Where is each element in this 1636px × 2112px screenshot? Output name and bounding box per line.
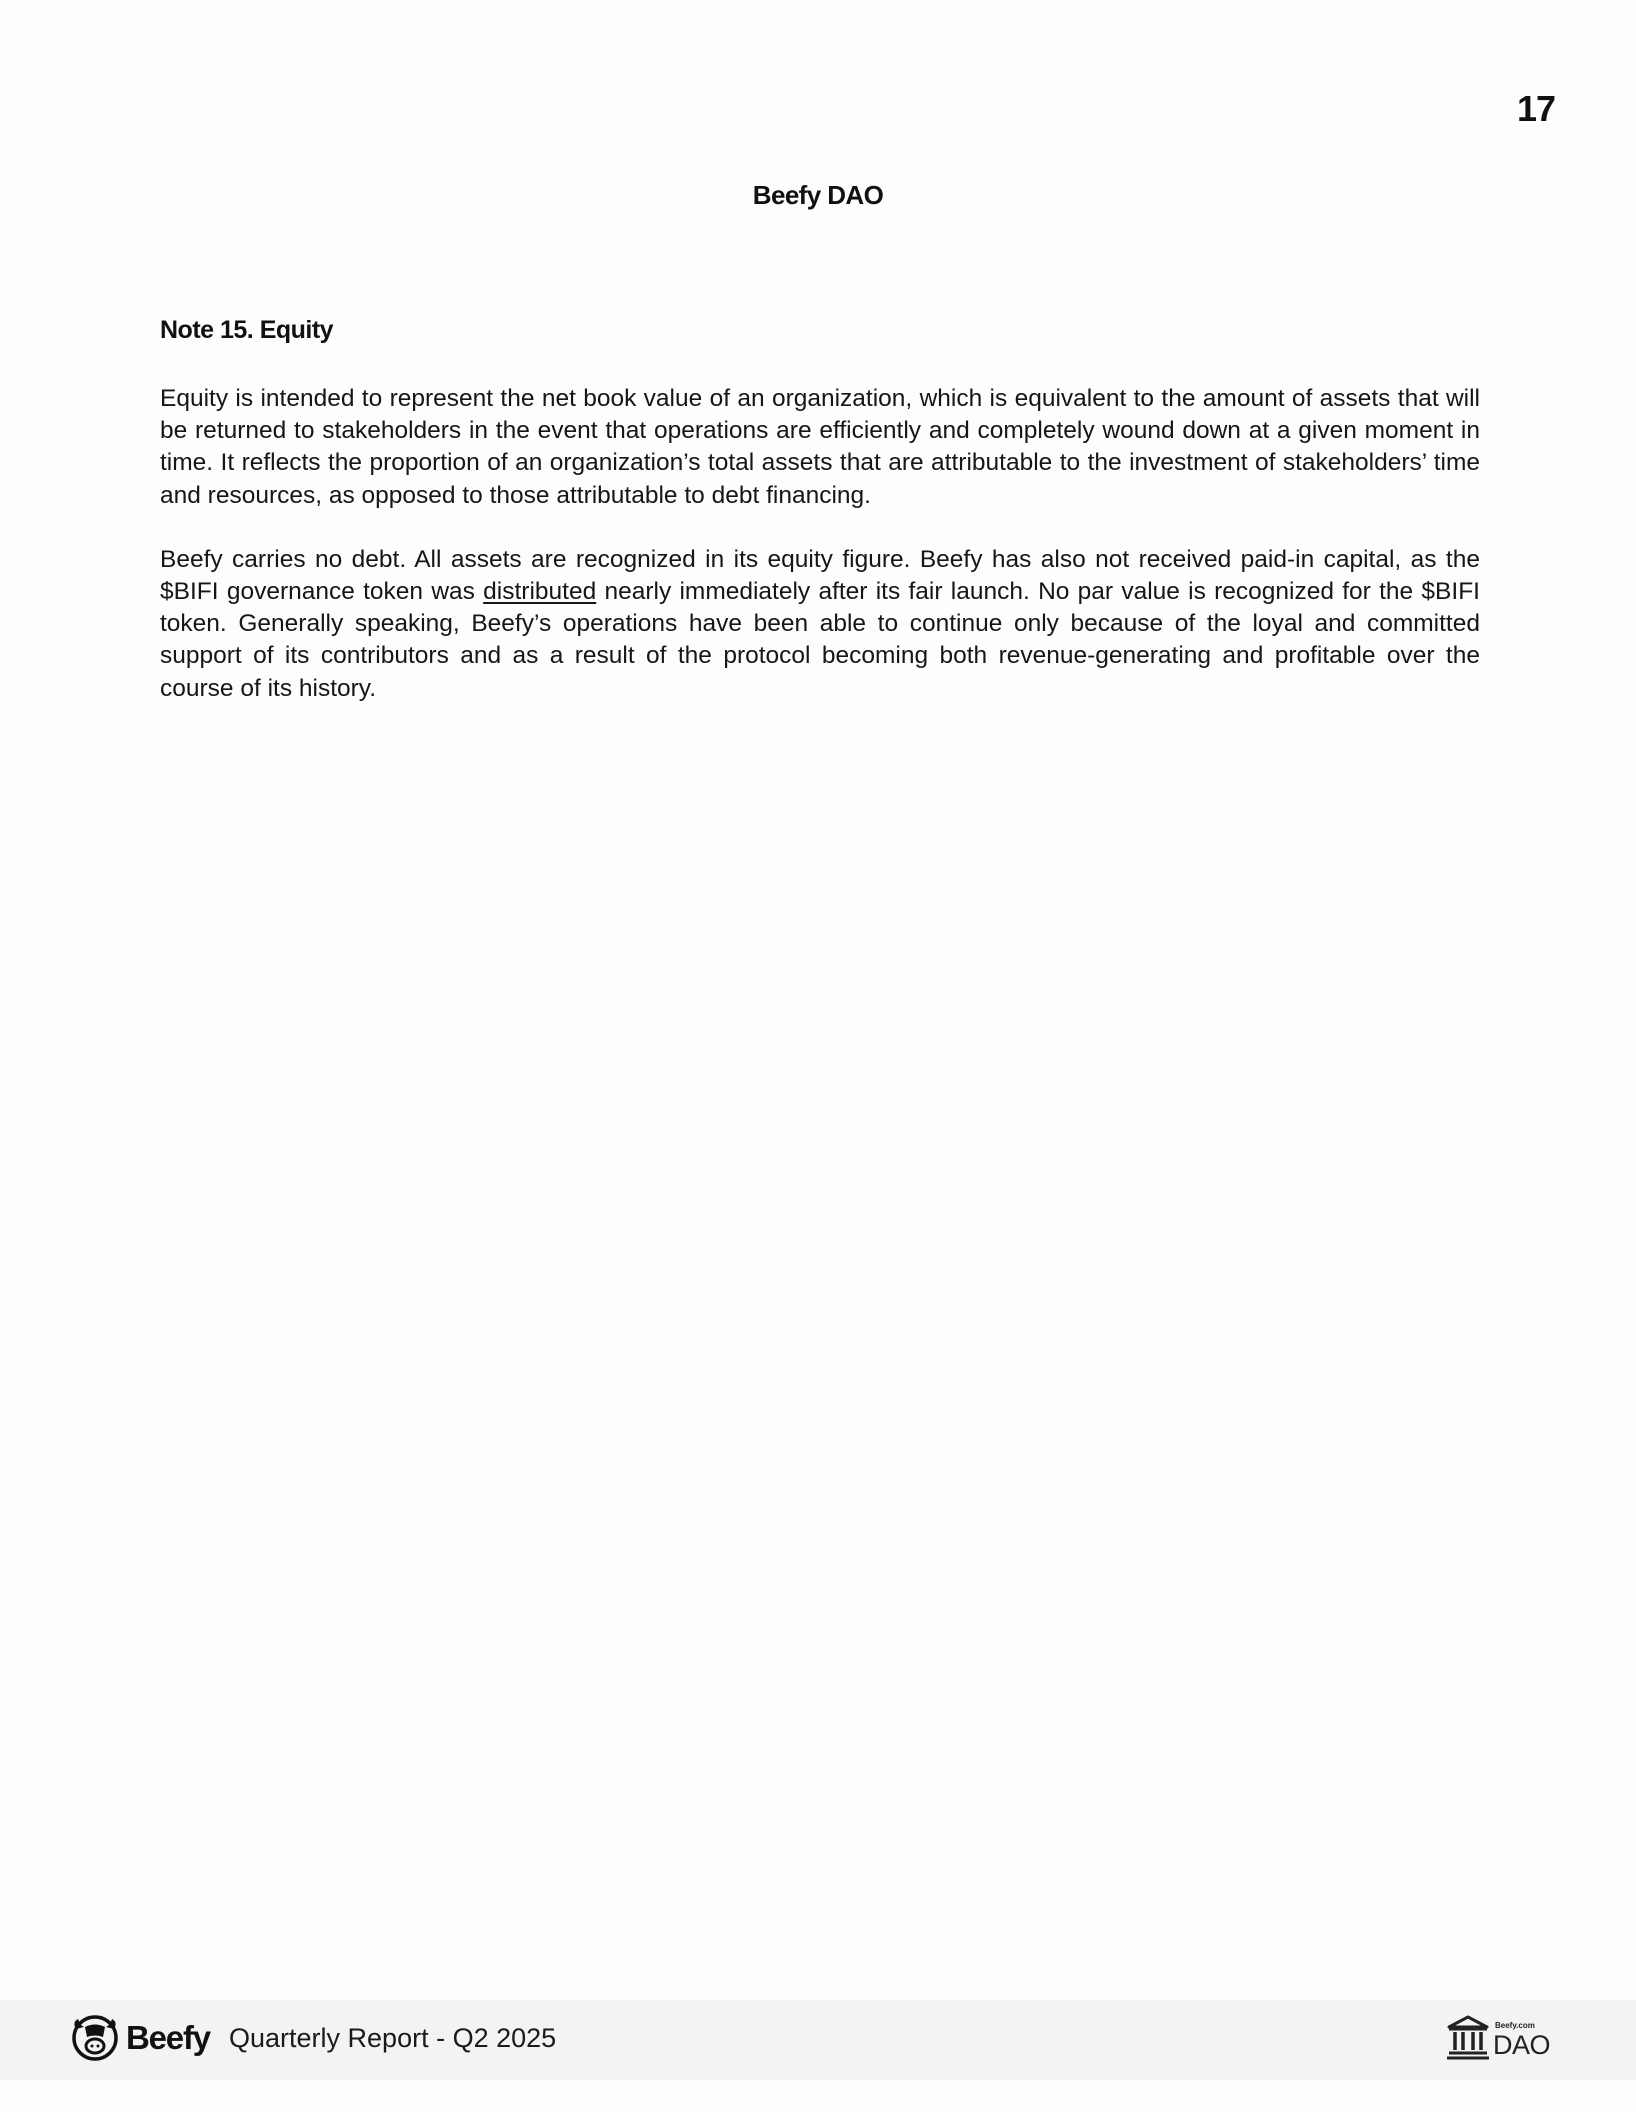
section-title: Note 15. Equity [160, 316, 334, 344]
beefy-logo [70, 2013, 210, 2063]
dao-label: DAO [1492, 2030, 1550, 2060]
document-header: Beefy DAO [752, 180, 884, 210]
dao-site-label: Beefy.com [1494, 2021, 1535, 2030]
dao-logo [1445, 2014, 1550, 2060]
bank-building-icon [1445, 2014, 1491, 2060]
brand-wordmark: Beefy [126, 2019, 210, 2056]
dao-text-block [1493, 2021, 1550, 2060]
equity-paragraph-1: Equity is intended to represent the net book value of an organization, which is equivalent to the amount of assets that will be returned to stakeholders in the event that operations are efficiently and completely wound down at a given moment in time. It reflects the proportion of an organization’s total assets that are attributable to the investment of stakeholders’ time and resources, as opposed to those attributable to debt financing. [160, 385, 1480, 509]
paragraph-2-text-end: nearly immediately after its fair launch. No par value is recognized for the $BIFI token. Generally speaking, Beefy’s operations have been able to continue only because of the loyal and committed support of its contributors and as a result of the protocol becoming both revenue-generating and profitable over the course of its history. [160, 578, 1480, 702]
beefy-cow-icon [70, 2013, 120, 2063]
page-number: 17 [1516, 88, 1555, 129]
main-content [160, 316, 1480, 737]
distributed-link[interactable]: distributed [483, 578, 597, 606]
footer-bar [0, 2000, 1636, 2080]
paragraph-2-text-start: Beefy carries no debt. All assets are recognized in its equity figure. Beefy has also not received paid-in capital, as the $BIFI governance token was [160, 545, 1480, 606]
report-title: Quarterly Report - Q2 2025 [229, 2023, 557, 2053]
equity-paragraph-2 [160, 544, 1480, 705]
